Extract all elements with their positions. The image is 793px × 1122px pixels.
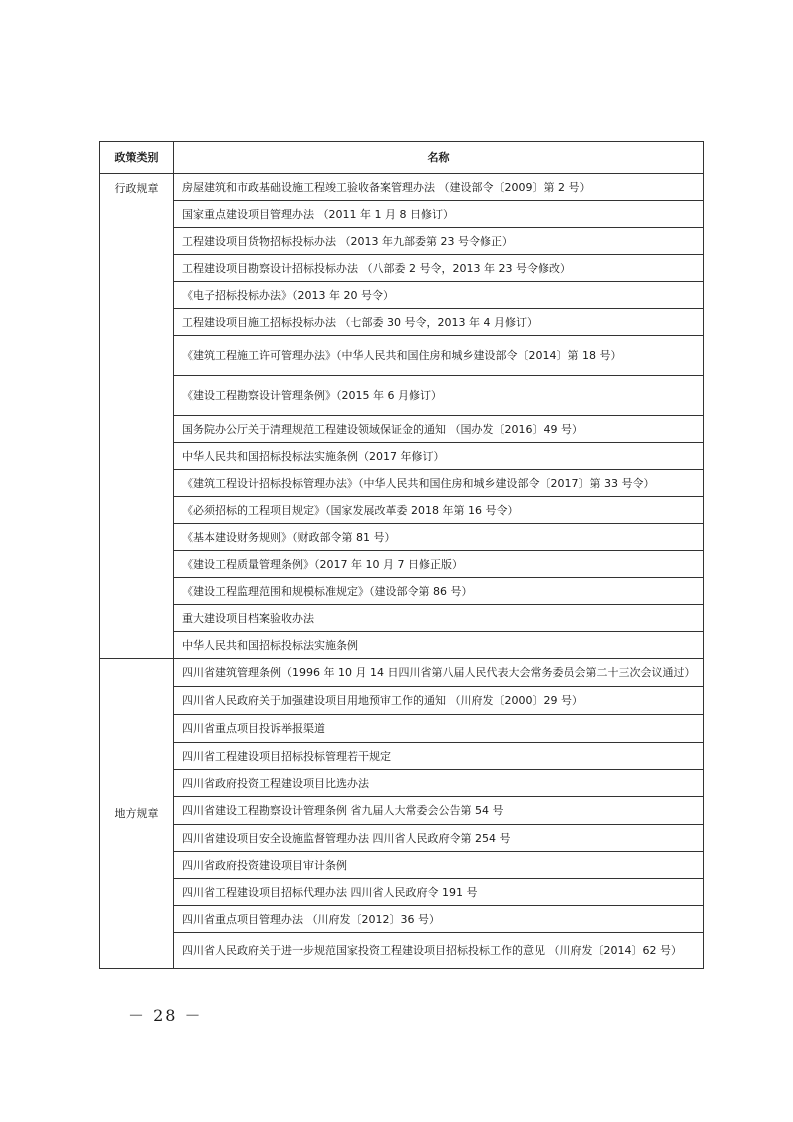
table-cell: 《建设工程质量管理条例》（2017 年 10 月 7 日修正版） bbox=[174, 551, 704, 578]
table-row bbox=[100, 336, 704, 376]
table-cell: 四川省人民政府关于加强建设项目用地预审工作的通知 （川府发〔2000〕29 号） bbox=[174, 687, 704, 715]
table-cell: 工程建设项目勘察设计招标投标办法 （八部委 2 号令，2013 年 23 号令修改） bbox=[174, 255, 704, 282]
category-admin: 行政规章 bbox=[100, 174, 174, 659]
table-cell: 《基本建设财务规则》（财政部令第 81 号） bbox=[174, 524, 704, 551]
page-number: － 28 － bbox=[128, 1006, 203, 1025]
table-row bbox=[100, 879, 704, 906]
table-cell: 四川省建设项目安全设施监督管理办法 四川省人民政府令第 254 号 bbox=[174, 825, 704, 852]
table-row bbox=[100, 659, 704, 687]
table-cell: 重大建设项目档案验收办法 bbox=[174, 605, 704, 632]
table-row bbox=[100, 770, 704, 797]
table-row bbox=[100, 174, 704, 201]
table-cell: 四川省重点项目管理办法 （川府发〔2012〕36 号） bbox=[174, 906, 704, 933]
table-cell: 国务院办公厅关于清理规范工程建设领域保证金的通知 （国办发〔2016〕49 号） bbox=[174, 416, 704, 443]
table-row bbox=[100, 743, 704, 770]
table-row bbox=[100, 605, 704, 632]
table-row bbox=[100, 715, 704, 743]
table-row bbox=[100, 443, 704, 470]
table-row bbox=[100, 470, 704, 497]
table-cell: 四川省建筑管理条例（1996 年 10 月 14 日四川省第八届人民代表大会常务委员会第二十三次会议通过） bbox=[174, 659, 704, 687]
table-row bbox=[100, 933, 704, 969]
policy-table bbox=[99, 141, 704, 969]
table-cell: 中华人民共和国招标投标法实施条例（2017 年修订） bbox=[174, 443, 704, 470]
table-row bbox=[100, 632, 704, 659]
table-row bbox=[100, 551, 704, 578]
table-cell: 《电子招标投标办法》（2013 年 20 号令） bbox=[174, 282, 704, 309]
table-row bbox=[100, 228, 704, 255]
category-local: 地方规章 bbox=[100, 659, 174, 969]
table-cell: 《建设工程勘察设计管理条例》（2015 年 6 月修订） bbox=[174, 376, 704, 416]
table-row bbox=[100, 255, 704, 282]
table-cell: 四川省政府投资建设项目审计条例 bbox=[174, 852, 704, 879]
table-header-row bbox=[100, 142, 704, 174]
header-name: 名称 bbox=[174, 142, 704, 174]
table-cell: 工程建设项目货物招标投标办法 （2013 年九部委第 23 号令修正） bbox=[174, 228, 704, 255]
table-row bbox=[100, 497, 704, 524]
table-cell: 四川省工程建设项目招标投标管理若干规定 bbox=[174, 743, 704, 770]
table-row bbox=[100, 906, 704, 933]
table-row bbox=[100, 282, 704, 309]
table-row bbox=[100, 578, 704, 605]
table-cell: 国家重点建设项目管理办法 （2011 年 1 月 8 日修订） bbox=[174, 201, 704, 228]
table-row bbox=[100, 852, 704, 879]
table-row bbox=[100, 524, 704, 551]
table-cell: 《必须招标的工程项目规定》（国家发展改革委 2018 年第 16 号令） bbox=[174, 497, 704, 524]
table-row bbox=[100, 416, 704, 443]
header-category: 政策类别 bbox=[100, 142, 174, 174]
table-cell: 四川省重点项目投诉举报渠道 bbox=[174, 715, 704, 743]
table-row bbox=[100, 797, 704, 825]
table-cell: 房屋建筑和市政基础设施工程竣工验收备案管理办法 （建设部令〔2009〕第 2 号） bbox=[174, 174, 704, 201]
table-row bbox=[100, 825, 704, 852]
table-cell: 工程建设项目施工招标投标办法 （七部委 30 号令，2013 年 4 月修订） bbox=[174, 309, 704, 336]
table-cell: 四川省工程建设项目招标代理办法 四川省人民政府令 191 号 bbox=[174, 879, 704, 906]
table-cell: 《建设工程监理范围和规模标准规定》（建设部令第 86 号） bbox=[174, 578, 704, 605]
table-row bbox=[100, 309, 704, 336]
table-cell: 《建筑工程设计招标投标管理办法》（中华人民共和国住房和城乡建设部令〔2017〕第 33 号令） bbox=[174, 470, 704, 497]
table-row bbox=[100, 376, 704, 416]
table-row bbox=[100, 201, 704, 228]
table-cell: 四川省建设工程勘察设计管理条例 省九届人大常委会公告第 54 号 bbox=[174, 797, 704, 825]
table-cell: 中华人民共和国招标投标法实施条例 bbox=[174, 632, 704, 659]
table-cell: 四川省政府投资工程建设项目比选办法 bbox=[174, 770, 704, 797]
table-cell: 《建筑工程施工许可管理办法》（中华人民共和国住房和城乡建设部令〔2014〕第 18 号） bbox=[174, 336, 704, 376]
table-row bbox=[100, 687, 704, 715]
table-cell: 四川省人民政府关于进一步规范国家投资工程建设项目招标投标工作的意见 （川府发〔2014〕62 号） bbox=[174, 933, 704, 969]
